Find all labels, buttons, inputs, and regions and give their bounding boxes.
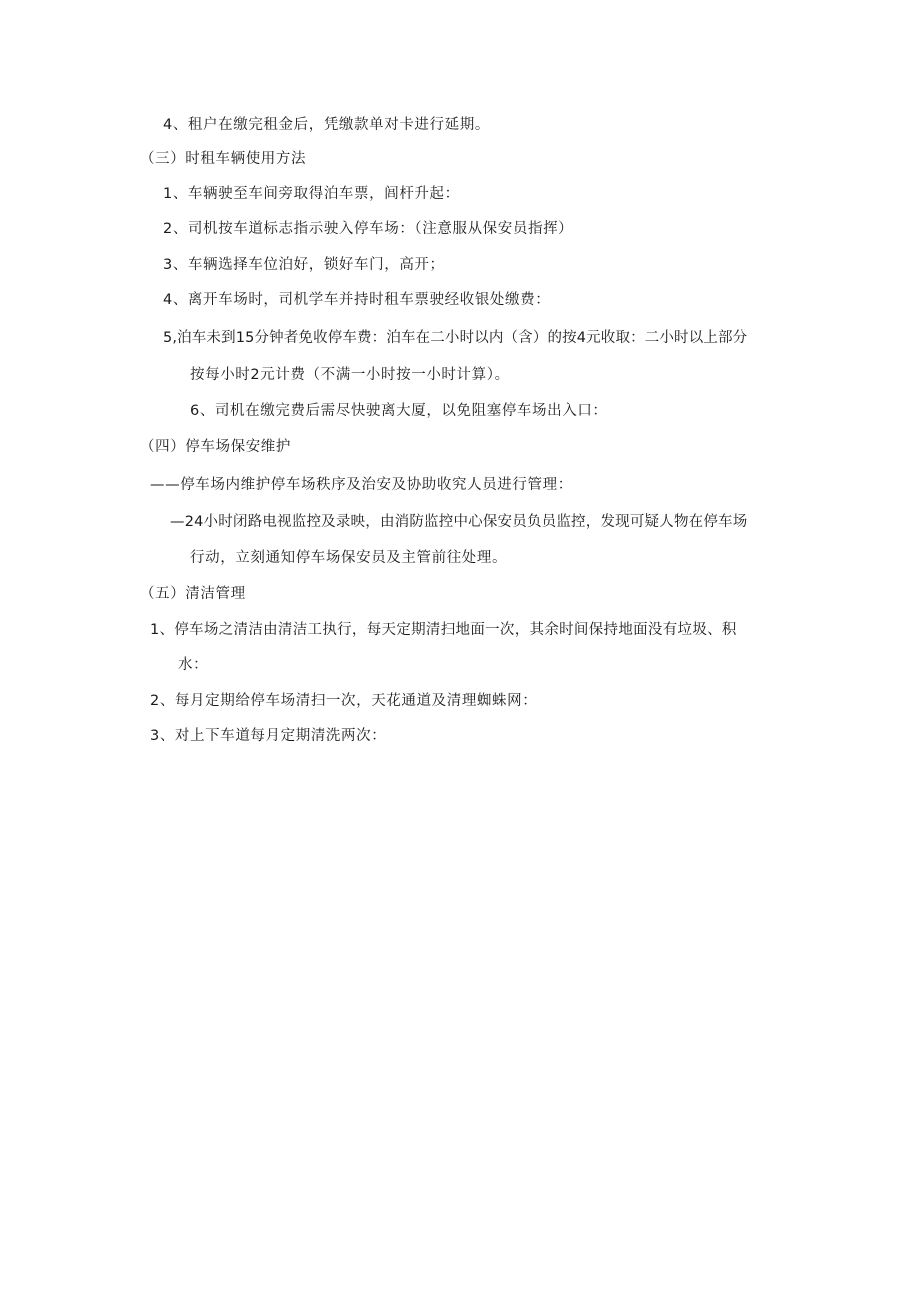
text-line: 2、司机按车道标志指示驶入停车场：（注意服从保安员指挥）	[163, 221, 574, 237]
text-line: 3、车辆选择车位泊好，锁好车门，高开；	[163, 257, 445, 273]
section-heading: （四）停车场保安维护	[140, 439, 291, 455]
section-heading: （五）清洁管理	[140, 586, 246, 602]
text-line: 按每小时2元计费（不满一小时按一小时计算）。	[190, 367, 510, 383]
text-line: 6、司机在缴完费后需尽快驶离大厦，以免阻塞停车场出入口：	[190, 403, 608, 419]
text-line: 5,泊车未到15分钟者免收停车费：泊车在二小时以内（含）的按4元收取：二小时以上部分	[163, 330, 748, 346]
text-line: —24小时闭路电视监控及录映，由消防监控中心保安员负员监控，发现可疑人物在停车场	[170, 514, 748, 530]
text-line: 1、车辆驶至车间旁取得泊车票，闾杆升起：	[163, 186, 460, 202]
text-line: 水：	[178, 657, 209, 673]
text-line: 4、离开车场时，司机学车并持时租车票驶经收银处缴费：	[163, 292, 551, 308]
text-line: 1、停车场之清洁由清洁工执行，每天定期清扫地面一次，其余时间保持地面没有垃圾、积	[150, 622, 737, 638]
text-line: ——停车场内维护停车场秩序及治安及协助收究人员进行管理：	[150, 477, 573, 493]
section-heading: （三）时租车辆使用方法	[140, 151, 307, 167]
text-line: 4、租户在缴完租金后，凭缴款单对卡进行延期。	[163, 117, 490, 133]
text-line: 3、对上下车道每月定期清洗两次：	[150, 728, 387, 744]
text-line: 2、每月定期给停车场清扫一次，天花通道及清理蜘蛛网：	[150, 693, 538, 709]
text-line: 行动，立刻通知停车场保安员及主管前往处理。	[190, 550, 508, 566]
